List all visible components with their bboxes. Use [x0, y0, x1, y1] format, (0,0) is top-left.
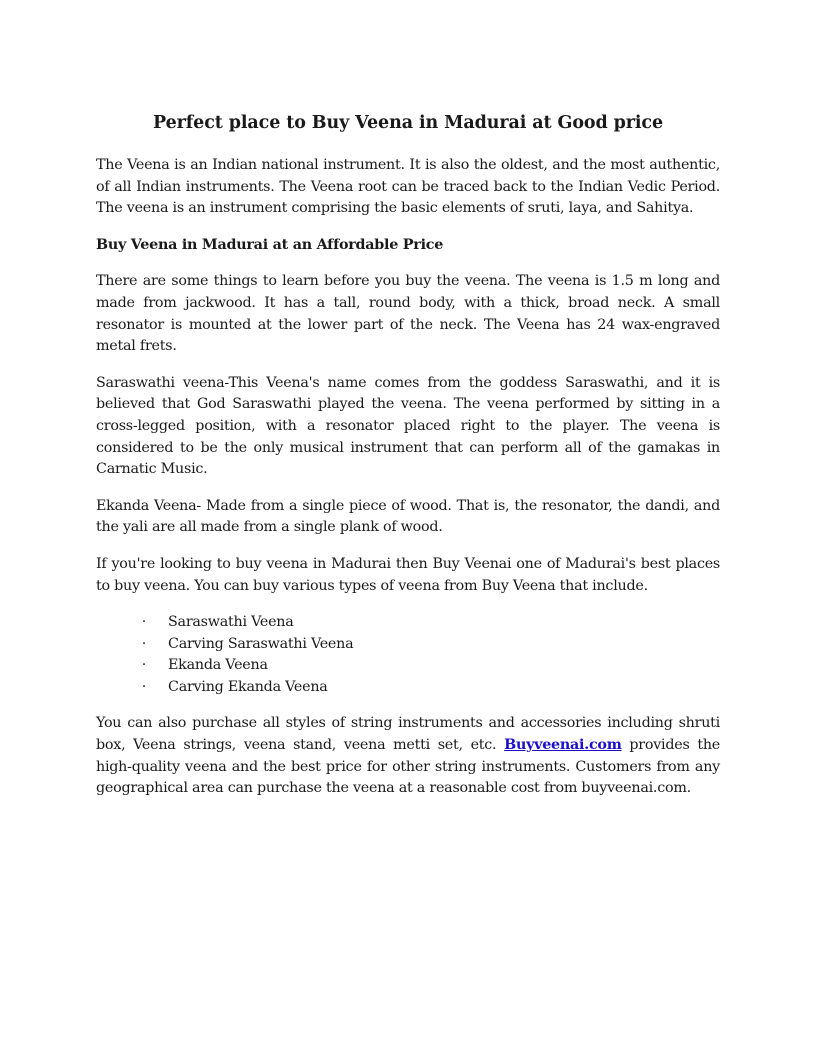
list-item — [96, 655, 720, 677]
learn-paragraph: There are some things to learn before you buy the veena. The veena is 1.5 m long and made from jackwood. It has a tall, round body, with a thick, broad neck. A small resonator is mounted at the lower part of the neck. The Veena has 24 wax-engraved metal frets. — [96, 273, 720, 355]
bullet-icon: · — [141, 678, 146, 695]
list-item — [96, 612, 720, 634]
closing-paragraph — [96, 713, 720, 799]
bullet-icon: · — [141, 614, 146, 631]
bullet-icon: · — [141, 635, 146, 652]
list-item-label: Carving Ekanda Veena — [168, 678, 328, 695]
closing-text-after-link: provides the high-quality veena and the best price for other string instruments. Customers from any geographical area can purchase the veena at a reasonable cost from buyveenai.com. — [96, 737, 720, 797]
list-item-label: Ekanda Veena — [168, 657, 268, 674]
buyveenai-link[interactable]: Buyveenai.com — [504, 737, 622, 754]
closing-text-before-link: You can also purchase all styles of string instruments and accessories including shruti box, Veena strings, veena stand, veena metti set, etc. — [96, 715, 720, 754]
bullet-icon: · — [141, 657, 146, 674]
list-item — [96, 677, 720, 699]
saraswathi-paragraph: Saraswathi veena-This Veena's name comes from the goddess Saraswathi, and it is believed that God Saraswathi played the veena. The veena performed by sitting in a cross-legged position, with a resonator placed right to the player. The veena is considered to be the only musical instrument that can perform all of the gamakas in Carnatic Music. — [96, 374, 720, 478]
section-heading: Buy Veena in Madurai at an Affordable Price — [96, 236, 444, 253]
page-title: Perfect place to Buy Veena in Madurai at Good price — [152, 113, 664, 133]
intro-paragraph: The Veena is an Indian national instrument. It is also the oldest, and the most authentic, of all Indian instruments. The Veena root can be traced back to the Indian Vedic Period. The veena is an instrument comprising the basic elements of sruti, laya, and Sahitya. — [96, 157, 720, 217]
list-item-label: Carving Saraswathi Veena — [168, 635, 354, 652]
veena-types-list — [96, 612, 720, 698]
list-item — [96, 634, 720, 656]
document-page — [96, 110, 720, 815]
ekanda-paragraph: Ekanda Veena- Made from a single piece of wood. That is, the resonator, the dandi, and the yali are all made from a single plank of wood. — [96, 497, 720, 536]
list-item-label: Saraswathi Veena — [168, 614, 294, 631]
buy-paragraph: If you're looking to buy veena in Madurai then Buy Veenai one of Madurai's best places to buy veena. You can buy various types of veena from Buy Veena that include. — [96, 555, 720, 594]
